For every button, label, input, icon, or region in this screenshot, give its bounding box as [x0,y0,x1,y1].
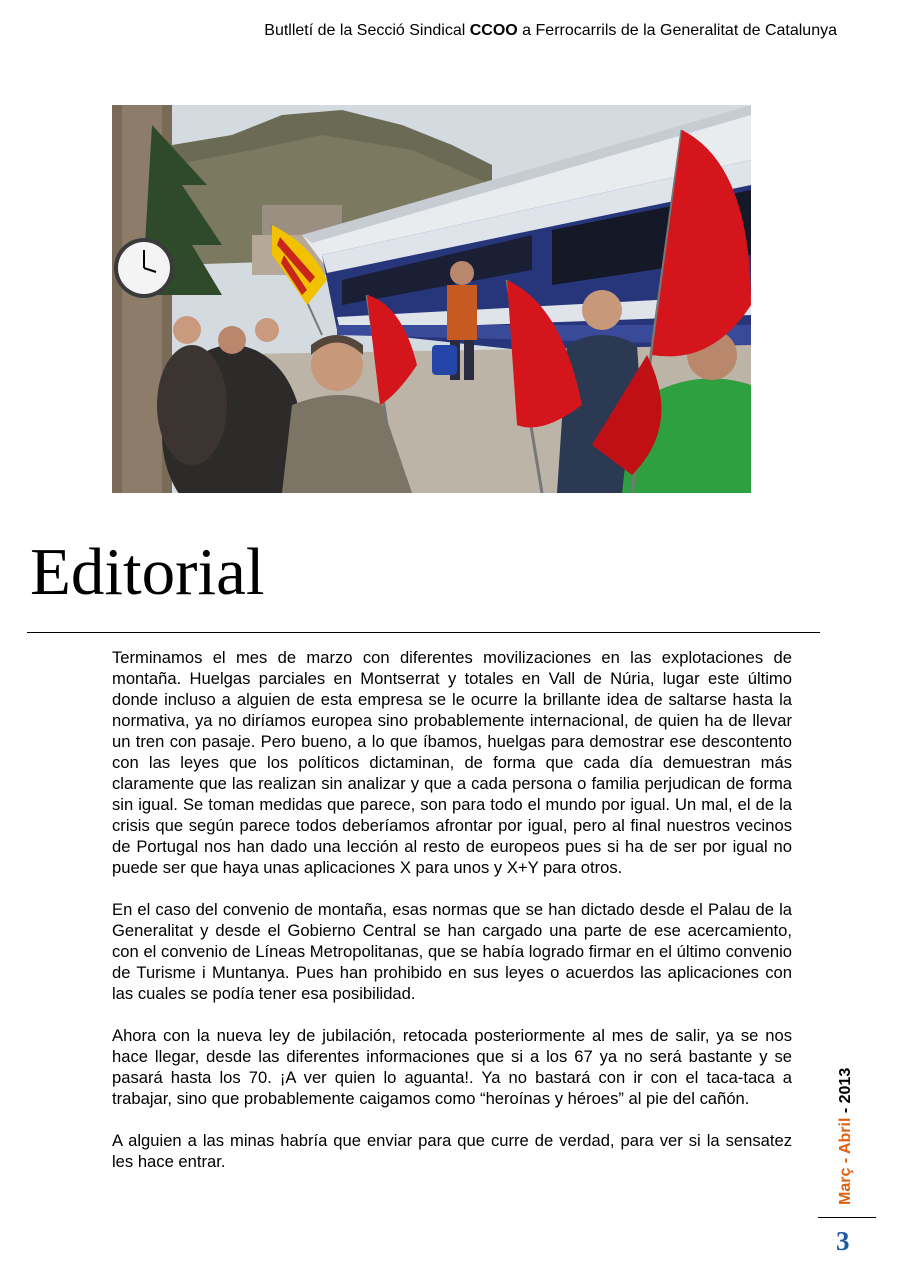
paragraph: Ahora con la nueva ley de jubilación, retocada posteriormente al mes de salir, ya se nos hace llegar, desde las diferentes informaciones que si a los 67 ya no será bastante y se pasará hasta los 70. ¡A ver quien lo aguanta!. Ya no bastará con ir con el taca-taca a trabajar, sino que probablemente caigamos como “heroínas y héroes” al pie del cañón. [112,1026,792,1108]
strike-photo [112,105,751,493]
issue-date [837,1068,855,1205]
bulletin-header [264,22,837,40]
issue-months: Març - Abril [837,1117,854,1205]
date-separator: - [837,1103,854,1118]
header-text-after: a Ferrocarrils de la Generalitat de Catalunya [517,22,837,39]
header-union-name: CCOO [469,22,518,39]
paragraph: Terminamos el mes de marzo con diferentes movilizaciones en las explotaciones de montaña. Huelgas parciales en Montserrat y totales en Vall de Núria, lugar este último donde incluso a alguien de esta empresa se le ocurre la brillante idea de saltarse hasta la normativa, ya no diríamos europea sino probablemente internacional, de quien ha de llevar un tren con pasaje. Pero bueno, a lo que íbamos, huelgas para demostrar ese descontento con las leyes que los políticos dictaminan, de forma que cada día demuestran más claramente que las realizan sin analizar y que a cada persona o familia perjudican de forma sin igual. Se toman medidas que parece, son para todo el mundo por igual. Un mal, el de la crisis que según parece todos deberíamos afrontar por igual, pero al final nuestros vecinos de Portugal nos han dado una lección al resto de europeos pues si ha de ser por igual no puede ser que haya unas aplicaciones X para unos y X+Y para otros. [112,648,792,877]
editorial-body [112,647,792,1193]
issue-year: 2013 [837,1067,854,1104]
page-number: 3 [836,1226,850,1256]
page-title: Editorial [30,535,265,609]
paragraph: A alguien a las minas habría que enviar para que curre de verdad, para ver si la sensatez les hace entrar. [112,1131,792,1171]
title-divider [27,632,820,633]
paragraph: En el caso del convenio de montaña, esas normas que se han dictado desde el Palau de la Generalitat y desde el Gobierno Central se han cargado una parte de ese acercamiento, con el convenio de Líneas Metropolitanas, que se había logrado firmar en el último convenio de Turisme i Muntanya. Pues han prohibido en sus leyes o acuerdos las aplicaciones con las cuales se podía tener esa posibilidad. [112,900,792,1003]
page-number-divider [818,1217,876,1218]
header-text-before: Butlletí de la Secció Sindical [264,22,470,39]
